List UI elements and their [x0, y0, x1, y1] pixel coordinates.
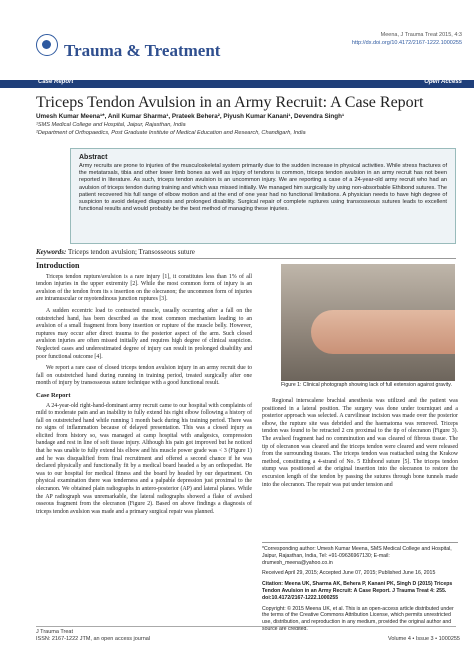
footer-issn: ISSN: 2167-1222 JTM, an open access journal — [36, 636, 151, 642]
keywords-label: Keywords: — [36, 248, 67, 256]
journal-logo — [36, 34, 58, 56]
abstract-text: Army recruits are prone to injuries of the musculoskeletal system primarily due to the sudden increase in physical activities. While stress fractures of the metatarsals, tibia and other lower limb bones as well as injury of tendons is common, triceps tendon avulsion in an army recruit has not been reported in literature. As such, triceps tendon avulsion is an uncommon injury. We are reporting a case of a 24-year-old army recruit who had an avulsion of triceps tendon during training and which was missed initially. We managed him surgically by using non-absorbable Ethibond sutures. The patient recovered his full range of elbow motion and at the end of one year had no functional limitations. A physician needs to have high degree of suspicion to avoid delayed diagnosis and prolonged disability. Surgical repair of complete ruptures using transosseous sutures leads to excellent functional results and would probably be the best method of managing these injuries. — [79, 163, 447, 213]
affiliation-1: ¹SMS Medical College and Hospital, Jaipur, Rajasthan, India — [36, 122, 186, 128]
header-citation-line1: Meena, J Trauma Treat 2015, 4:3 — [380, 32, 462, 38]
intro-paragraph-2: A sudden eccentric load to contracted muscle, usually occurring after a fall on the outstretched hand, has been described as the most common mechanism leading to an avulsion of a small fragment from bony insertion or rupture of the muscle belly. However, ruptures may occur after direct trauma to the posterior aspect of the arm. Such closed avulsion injuries are often missed initially and requires high degree of clinical suspicion. Neglected cases and underestimated degree of injury can result in prolonged disability and poor functional outcome [4]. — [36, 307, 252, 360]
keywords-divider — [36, 258, 456, 259]
affiliation-2: ²Department of Orthopaedics, Post Graduate Institute of Medical Education and Research, Chandigarh, India — [36, 130, 306, 136]
journal-name: Trauma & Treatment — [64, 41, 221, 60]
intro-heading: Introduction — [36, 261, 80, 270]
copyright-notice: Copyright: © 2015 Meena UK, et al. This is an open-access article distributed under the terms of the Creative Commons Attribution License, which permits unrestricted use, distribution, and reproduction in any medium, provided the original author and source are credited. — [262, 605, 454, 632]
case-report-heading: Case Report — [36, 391, 71, 399]
footer-left — [36, 629, 150, 643]
abstract-heading: Abstract — [79, 154, 108, 161]
figure-1-caption: Figure 1: Clinical photograph showing lack of full extension against gravity. — [281, 382, 452, 388]
left-column — [36, 262, 252, 520]
article-type-label: Case Report — [38, 79, 74, 85]
correspondence-divider — [262, 542, 458, 543]
keywords-text: Triceps tendon avulsion; Transosseous suture — [67, 248, 195, 256]
intro-paragraph-3: We report a rare case of closed triceps tendon avulsion injury in an army recruit due to fall on outstretched hand during running in training period, treated surgically after one month of injury by transosseous suture technique with a good functional result. — [36, 365, 252, 387]
article-dates: Received April 29, 2015; Accepted June 07, 2015; Published June 16, 2015 — [262, 570, 436, 577]
corresponding-author: *Corresponding author: Umesh Kumar Meena, SMS Medical College and Hospital, Jaipur, Rajasthan, India, Tel: +91-09636967130; E-mail: drumesh_meena@yahoo.co.in — [262, 546, 452, 566]
author-list: Umesh Kumar Meena¹*, Anil Kumar Sharma¹, Prateek Behera², Piyush Kumar Kanani¹, Devendra Singh¹ — [36, 113, 345, 120]
keywords — [36, 248, 195, 256]
intro-paragraph-1: Triceps tendon rupture/avulsion is a rare injury [1], it constitutes less than 1% of all tendon injuries in the upper extremity [2]. While the most common form of injury is an avulsion of the tendon from its s insertion on the olecranon; the uncommon form of injuries are intramuscular or myotendinous junction ruptures [3]. — [36, 273, 252, 303]
article-title: Triceps Tendon Avulsion in an Army Recruit: A Case Report — [36, 94, 424, 111]
open-access-label: Open Access — [424, 79, 462, 85]
footer-volume: Volume 4 • Issue 3 • 1000255 — [387, 636, 460, 642]
correspondence-block — [262, 546, 458, 637]
abstract-box — [70, 148, 456, 244]
figure-1-photo — [281, 264, 455, 381]
footer-journal: J Trauma Treat — [36, 629, 73, 635]
header-citation — [352, 31, 462, 47]
article-citation: Citation: Meena UK, Sharma AK, Behera P, Kanani PK, Singh D (2015) Triceps Tendon Avulsion in an Army Recruit: A Case Report. J Trauma Treat 4: 255. doi:10.4172/2167-1222.1000255 — [262, 581, 453, 601]
case-paragraph-1: A 24-year-old right-hand-dominant army recruit came to our hospital with complaints of mild to moderate pain and an inability to fully extend his right elbow following a history of fall on outstretched hand while running 1 month back during his training period. There was no signs of inflammation because of delayed presentation. This was a closed injury as elicited from history so, was managed at camp hospital with analgesics, compression bandage and rest in line of soft tissue injury. Although his pain got improved but he noticed that he was unable to fully extend his elbow and his muscle power grade was < 3 (Figure 1) and he was disqualified from final recruitment and offered a second chance if he was declared physically and functionally fit by a medical board headed a by an orthopedist. He was to our hospital for medical fitness and the board by headed by our department. On physical examination there was tenderness and a palpable depression just proximal to the olecranon. We obtained plain radiographs in antero-posterior (AP) and lateral planes. While the AP radiograph was unremarkable, the lateral radiographs showed a flake of avulsed osseous fragment from the olecranon (Figure 2). Based on above findings a diagnosis of triceps tendon avulsion was made and a primary surgical repair was planned. — [36, 402, 252, 515]
footer-divider — [36, 626, 456, 627]
surgery-paragraph: Regional interscalene brachial anesthesia was utilized and the patient was positioned in a lateral position. The surgery was done under tourniquet and a posterior approach was selected. A curvilinear incision was made over the posterior elbow, the rupture site was debrided and the haematoma was removed. Triceps tendon was found to be retracted 2 cm proximal to the tip of olecranon (Figure 3). The avulsed fragment had no comminution and was cleared of fibrous tissue. The tip of olecranon was cleared and the triceps tendon were cleared and were released from the surrounding tissues. The triceps tendon was reattached using the Krakow method, constituting a 4-strand of No. 5 Ethibond suture [5]. The triceps tendon stump was positioned at the original insertion into the olecranon to restore the excursion length of the tendon by passing the sutures through bone tunnels made into the olecranon. The repair was put under tension and — [262, 398, 458, 488]
header-doi-link[interactable]: http://dx.doi.org/10.4172/2167-1222.1000255 — [351, 40, 462, 46]
right-column — [262, 398, 458, 493]
